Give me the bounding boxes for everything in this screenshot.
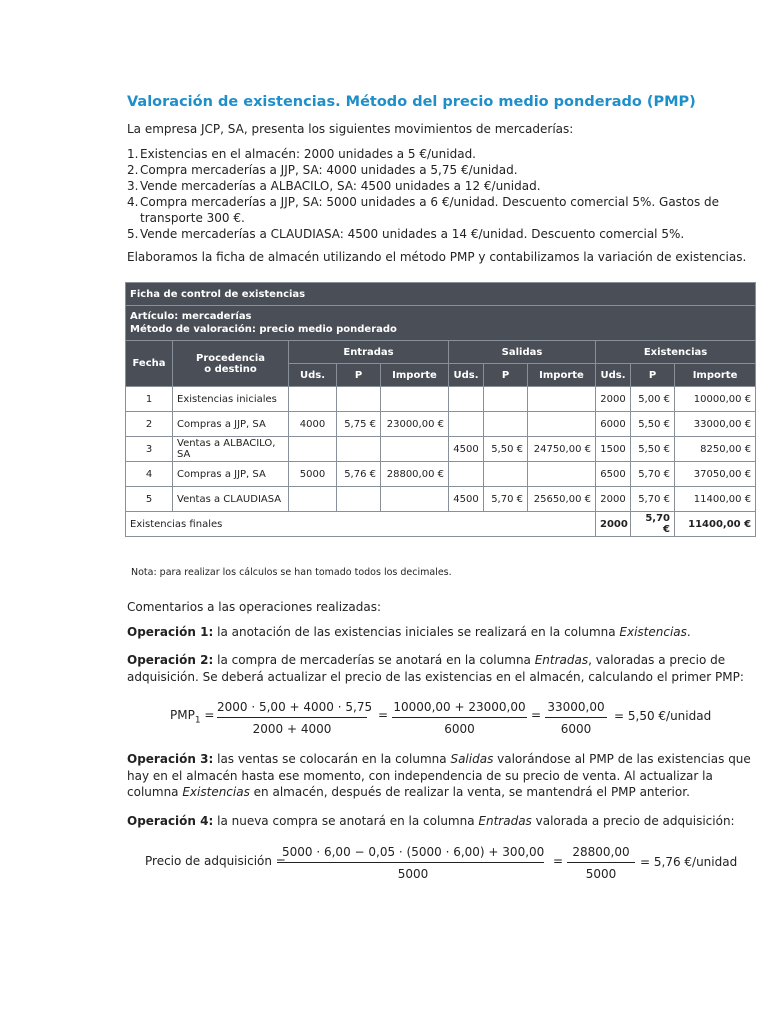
cell-procedencia: Compras a JJP, SA bbox=[173, 412, 289, 437]
operacion-3 bbox=[127, 751, 757, 801]
formula-pmp-fraction-2 bbox=[392, 700, 527, 736]
header-existencias: Existencias bbox=[596, 341, 756, 364]
list-number: 4. bbox=[127, 195, 139, 209]
fraction-numerator: 33000,00 bbox=[545, 700, 607, 718]
table-row bbox=[126, 387, 756, 412]
op3-em1: Salidas bbox=[450, 752, 494, 766]
formula-precio-result: = 5,76 €/unidad bbox=[640, 855, 738, 869]
cell-salidas-importe bbox=[528, 462, 596, 487]
formula-precio-lhs: Precio de adquisición = bbox=[145, 854, 286, 868]
final-uds: 2000 bbox=[596, 512, 631, 537]
cell-existencias-p: 5,50 € bbox=[631, 412, 675, 437]
cell-entradas-importe bbox=[381, 487, 449, 512]
cell-existencias-uds: 1500 bbox=[596, 437, 631, 462]
cell-existencias-uds: 2000 bbox=[596, 387, 631, 412]
op3-label: Operación 3: bbox=[127, 752, 214, 766]
comentarios-heading: Comentarios a las operaciones realizadas: bbox=[127, 600, 382, 614]
formula-precio-fraction-1 bbox=[282, 845, 544, 881]
cell-entradas-importe: 23000,00 € bbox=[381, 412, 449, 437]
fraction-numerator: 10000,00 + 23000,00 bbox=[392, 700, 527, 718]
op2-text2: , valoradas a precio de adquisición. Se deberá actualizar el precio de las existencias en el almacén, calculando el primer PMP: bbox=[127, 653, 744, 684]
cell-salidas-importe bbox=[528, 412, 596, 437]
cell-salidas-uds: 4500 bbox=[449, 437, 484, 462]
op1-label: Operación 1: bbox=[127, 625, 214, 639]
cell-salidas-p bbox=[484, 412, 528, 437]
elaboramos-text: Elaboramos la ficha de almacén utilizando el método PMP y contabilizamos la variación de existencias. bbox=[127, 250, 747, 264]
list-number: 5. bbox=[127, 227, 139, 241]
list-text: Vende mercaderías a ALBACILO, SA: 4500 unidades a 12 €/unidad. bbox=[140, 179, 541, 193]
cell-existencias-uds: 6500 bbox=[596, 462, 631, 487]
op4-em: Entradas bbox=[478, 814, 532, 828]
cell-existencias-importe: 11400,00 € bbox=[675, 487, 756, 512]
table-articulo: Artículo: mercaderías bbox=[130, 311, 252, 322]
cell-salidas-importe: 25650,00 € bbox=[528, 487, 596, 512]
header-entradas: Entradas bbox=[289, 341, 449, 364]
op3-text3: en almacén, después de realizar la venta, se mantendrá el PMP anterior. bbox=[249, 785, 690, 799]
op2-label: Operación 2: bbox=[127, 653, 214, 667]
cell-salidas-p bbox=[484, 387, 528, 412]
list-number: 3. bbox=[127, 179, 139, 193]
cell-fecha: 4 bbox=[126, 462, 173, 487]
cell-fecha: 3 bbox=[126, 437, 173, 462]
final-label: Existencias finales bbox=[126, 512, 596, 537]
table-note: Nota: para realizar los cálculos se han tomado todos los decimales. bbox=[131, 567, 452, 578]
header-entradas-uds: Uds. bbox=[289, 364, 337, 387]
list-text: Compra mercaderías a JJP, SA: 5000 unidades a 6 €/unidad. Descuento comercial 5%. Gastos de transporte 300 €. bbox=[140, 195, 720, 225]
table-row bbox=[126, 487, 756, 512]
op2-text1: la compra de mercaderías se anotará en la columna bbox=[213, 653, 535, 667]
movements-list bbox=[127, 146, 757, 242]
fraction-denominator: 6000 bbox=[444, 722, 475, 736]
intro-text: La empresa JCP, SA, presenta los siguientes movimientos de mercaderías: bbox=[127, 122, 574, 136]
fraction-numerator: 2000 · 5,00 + 4000 · 5,75 bbox=[217, 700, 367, 718]
operacion-4 bbox=[127, 813, 757, 830]
cell-entradas-uds: 4000 bbox=[289, 412, 337, 437]
cell-salidas-uds bbox=[449, 462, 484, 487]
op2-em: Entradas bbox=[534, 653, 589, 667]
header-fecha: Fecha bbox=[126, 341, 173, 387]
formula-equals: = bbox=[553, 854, 564, 868]
cell-existencias-importe: 10000,00 € bbox=[675, 387, 756, 412]
header-procedencia-line2: o destino bbox=[204, 363, 257, 375]
cell-procedencia: Ventas a ALBACILO, SA bbox=[173, 437, 289, 462]
fraction-denominator: 5000 bbox=[585, 867, 617, 881]
header-entradas-importe: Importe bbox=[381, 364, 449, 387]
formula-equals: = bbox=[378, 708, 389, 722]
table-subtitle bbox=[126, 306, 756, 341]
op3-em2: Existencias bbox=[182, 785, 250, 799]
cell-entradas-uds bbox=[289, 437, 337, 462]
cell-procedencia: Compras a JJP, SA bbox=[173, 462, 289, 487]
formula-pmp-fraction-3 bbox=[545, 700, 607, 736]
cell-salidas-importe bbox=[528, 387, 596, 412]
page-title: Valoración de existencias. Método del precio medio ponderado (PMP) bbox=[127, 94, 696, 110]
cell-existencias-p: 5,70 € bbox=[631, 487, 675, 512]
table-metodo: Método de valoración: precio medio ponderado bbox=[130, 324, 397, 335]
cell-existencias-importe: 37050,00 € bbox=[675, 462, 756, 487]
cell-entradas-uds bbox=[289, 487, 337, 512]
header-salidas-p: P bbox=[484, 364, 528, 387]
cell-entradas-importe bbox=[381, 387, 449, 412]
header-procedencia-line1: Procedencia bbox=[195, 352, 265, 364]
fraction-denominator: 2000 + 4000 bbox=[252, 722, 332, 736]
cell-salidas-uds bbox=[449, 387, 484, 412]
cell-salidas-uds: 4500 bbox=[449, 487, 484, 512]
final-importe: 11400,00 € bbox=[675, 512, 756, 537]
cell-salidas-p: 5,70 € bbox=[484, 487, 528, 512]
formula-pmp-fraction-1 bbox=[217, 700, 373, 736]
cell-salidas-importe: 24750,00 € bbox=[528, 437, 596, 462]
list-item bbox=[127, 162, 757, 178]
header-salidas-uds: Uds. bbox=[449, 364, 484, 387]
cell-existencias-importe: 8250,00 € bbox=[675, 437, 756, 462]
table-row bbox=[126, 462, 756, 487]
stock-control-table bbox=[125, 282, 756, 537]
formula-pmp-lhs bbox=[170, 708, 214, 725]
cell-entradas-p: 5,76 € bbox=[337, 462, 381, 487]
list-item bbox=[127, 178, 757, 194]
pmp-subscript: 1 bbox=[194, 715, 201, 726]
cell-procedencia: Existencias iniciales bbox=[173, 387, 289, 412]
cell-entradas-uds: 5000 bbox=[289, 462, 337, 487]
header-salidas: Salidas bbox=[449, 341, 596, 364]
cell-entradas-p bbox=[337, 387, 381, 412]
header-procedencia bbox=[173, 341, 289, 387]
header-salidas-importe: Importe bbox=[528, 364, 596, 387]
fraction-numerator: 5000 · 6,00 − 0,05 · (5000 · 6,00) + 300,00 bbox=[282, 845, 544, 863]
fraction-denominator: 6000 bbox=[560, 722, 592, 736]
cell-fecha: 5 bbox=[126, 487, 173, 512]
list-text: Compra mercaderías a JJP, SA: 4000 unidades a 5,75 €/unidad. bbox=[140, 163, 518, 177]
list-text: Existencias en el almacén: 2000 unidades a 5 €/unidad. bbox=[140, 147, 476, 161]
op3-text2: valorándose al PMP de las existencias que hay en el almacén hasta ese momento, con independencia de su precio de venta. Al actualizar la columna bbox=[127, 752, 751, 799]
pmp-equals: = bbox=[204, 708, 215, 722]
op4-text2: valorada a precio de adquisición: bbox=[531, 814, 735, 828]
cell-fecha: 1 bbox=[126, 387, 173, 412]
list-item bbox=[127, 194, 757, 226]
op4-text1: la nueva compra se anotará en la columna bbox=[213, 814, 479, 828]
cell-fecha: 2 bbox=[126, 412, 173, 437]
cell-existencias-p: 5,00 € bbox=[631, 387, 675, 412]
table-title: Ficha de control de existencias bbox=[126, 283, 756, 306]
header-entradas-p: P bbox=[337, 364, 381, 387]
cell-existencias-importe: 33000,00 € bbox=[675, 412, 756, 437]
cell-procedencia: Ventas a CLAUDIASA bbox=[173, 487, 289, 512]
cell-salidas-p bbox=[484, 462, 528, 487]
table-final-row bbox=[126, 512, 756, 537]
cell-entradas-p bbox=[337, 487, 381, 512]
cell-salidas-p: 5,50 € bbox=[484, 437, 528, 462]
pmp-symbol: PMP bbox=[170, 708, 195, 722]
fraction-numerator: 28800,00 bbox=[567, 845, 635, 863]
cell-entradas-p bbox=[337, 437, 381, 462]
cell-salidas-uds bbox=[449, 412, 484, 437]
header-existencias-p: P bbox=[631, 364, 675, 387]
op1-text: la anotación de las existencias iniciales se realizará en la columna bbox=[213, 625, 620, 639]
formula-pmp-result: = 5,50 €/unidad bbox=[614, 709, 712, 723]
list-text: Vende mercaderías a CLAUDIASA: 4500 unidades a 14 €/unidad. Descuento comercial 5%. bbox=[140, 227, 685, 241]
operacion-2 bbox=[127, 652, 757, 685]
header-existencias-importe: Importe bbox=[675, 364, 756, 387]
formula-equals: = bbox=[531, 708, 542, 722]
list-item bbox=[127, 146, 757, 162]
cell-entradas-p: 5,75 € bbox=[337, 412, 381, 437]
cell-entradas-importe bbox=[381, 437, 449, 462]
list-number: 2. bbox=[127, 163, 139, 177]
fraction-denominator: 5000 bbox=[397, 867, 429, 881]
formula-precio-fraction-2 bbox=[567, 845, 635, 881]
cell-entradas-importe: 28800,00 € bbox=[381, 462, 449, 487]
op1-tail: . bbox=[686, 625, 691, 639]
table-row bbox=[126, 437, 756, 462]
table-row bbox=[126, 412, 756, 437]
header-existencias-uds: Uds. bbox=[596, 364, 631, 387]
cell-entradas-uds bbox=[289, 387, 337, 412]
final-p: 5,70 € bbox=[631, 512, 675, 537]
op3-text1: las ventas se colocarán en la columna bbox=[213, 752, 451, 766]
cell-existencias-p: 5,70 € bbox=[631, 462, 675, 487]
op4-label: Operación 4: bbox=[127, 814, 214, 828]
list-number: 1. bbox=[127, 147, 139, 161]
operacion-1 bbox=[127, 624, 757, 641]
op1-em: Existencias bbox=[619, 625, 687, 639]
cell-existencias-p: 5,50 € bbox=[631, 437, 675, 462]
list-item bbox=[127, 226, 757, 242]
cell-existencias-uds: 2000 bbox=[596, 487, 631, 512]
cell-existencias-uds: 6000 bbox=[596, 412, 631, 437]
